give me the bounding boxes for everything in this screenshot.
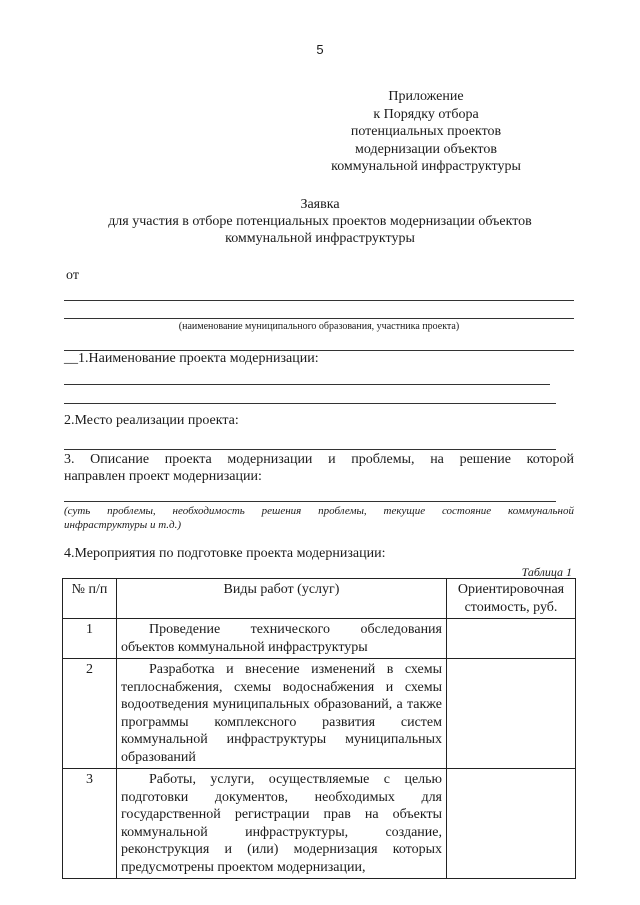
table-row — [63, 659, 576, 769]
title-heading: Заявка — [300, 197, 340, 212]
section-3-hint-line-1: (суть проблемы, необходимость решения проблемы, текущие состояние коммунальной — [64, 505, 574, 517]
header-cost: Ориентировочная стоимость, руб. — [447, 579, 576, 619]
appendix-line: к Порядку отбора — [373, 106, 479, 122]
row-cost[interactable] — [447, 659, 576, 769]
table-label: Таблица 1 — [521, 565, 572, 579]
row-num: 2 — [63, 659, 117, 769]
section-4-label: 4.Мероприятия по подготовке проекта модернизации: — [64, 546, 386, 561]
table-row — [63, 619, 576, 659]
from-label: от — [66, 268, 79, 283]
section-3-line[interactable] — [64, 501, 556, 502]
header-num: № п/п — [63, 579, 117, 619]
title-line-1: для участия в отборе потенциальных проектов модернизации объектов — [108, 214, 532, 229]
document-title — [60, 196, 580, 247]
row-desc: Работы, услуги, осуществляемые с целью подготовки документов, необходимых для государственной регистрации прав на объекты коммунальной инфраструктуры, создание, реконструкция и (или) модернизация которых предусмотрены проектом модернизации, — [117, 769, 447, 879]
from-caption: (наименование муниципального образования, участника проекта) — [178, 321, 460, 332]
from-line-1[interactable] — [64, 300, 574, 301]
section-2-line[interactable] — [64, 449, 556, 450]
section-1-line-1[interactable] — [64, 384, 550, 385]
section-2-label: 2.Место реализации проекта: — [64, 413, 239, 428]
section-1-line-2[interactable] — [64, 403, 556, 404]
table-row — [63, 769, 576, 879]
row-cost[interactable] — [447, 619, 576, 659]
appendix-header — [296, 88, 556, 176]
header-works: Виды работ (услуг) — [117, 579, 447, 619]
row-desc: Проведение технического обследования объектов коммунальной инфраструктуры — [117, 619, 447, 659]
row-num: 1 — [63, 619, 117, 659]
appendix-line: коммунальной инфраструктуры — [331, 159, 521, 174]
section-3-line-1: 3. Описание проекта модернизации и проблемы, на решение которой — [64, 452, 574, 467]
section-3-hint-line-2: инфраструктуры и т.д.) — [64, 519, 181, 531]
section-1-label: __1.Наименование проекта модернизации: — [64, 351, 319, 366]
appendix-line: Приложение — [388, 89, 464, 104]
appendix-line: потенциальных проектов — [350, 124, 502, 139]
section-3-line-2: направлен проект модернизации: — [64, 469, 262, 484]
from-line-2[interactable] — [64, 318, 574, 319]
table-header-row — [63, 579, 576, 619]
page-number: 5 — [316, 42, 324, 57]
works-table — [62, 578, 576, 879]
row-desc: Разработка и внесение изменений в схемы теплоснабжения, схемы водоснабжения и схемы водоотведения муниципальных образований, а также программы комплексного развития систем коммунальной инфраструктуры муниципальных образований — [117, 659, 447, 769]
title-line-2: коммунальной инфраструктуры — [225, 231, 415, 246]
row-num: 3 — [63, 769, 117, 879]
appendix-line: модернизации объектов — [355, 141, 497, 157]
row-cost[interactable] — [447, 769, 576, 879]
